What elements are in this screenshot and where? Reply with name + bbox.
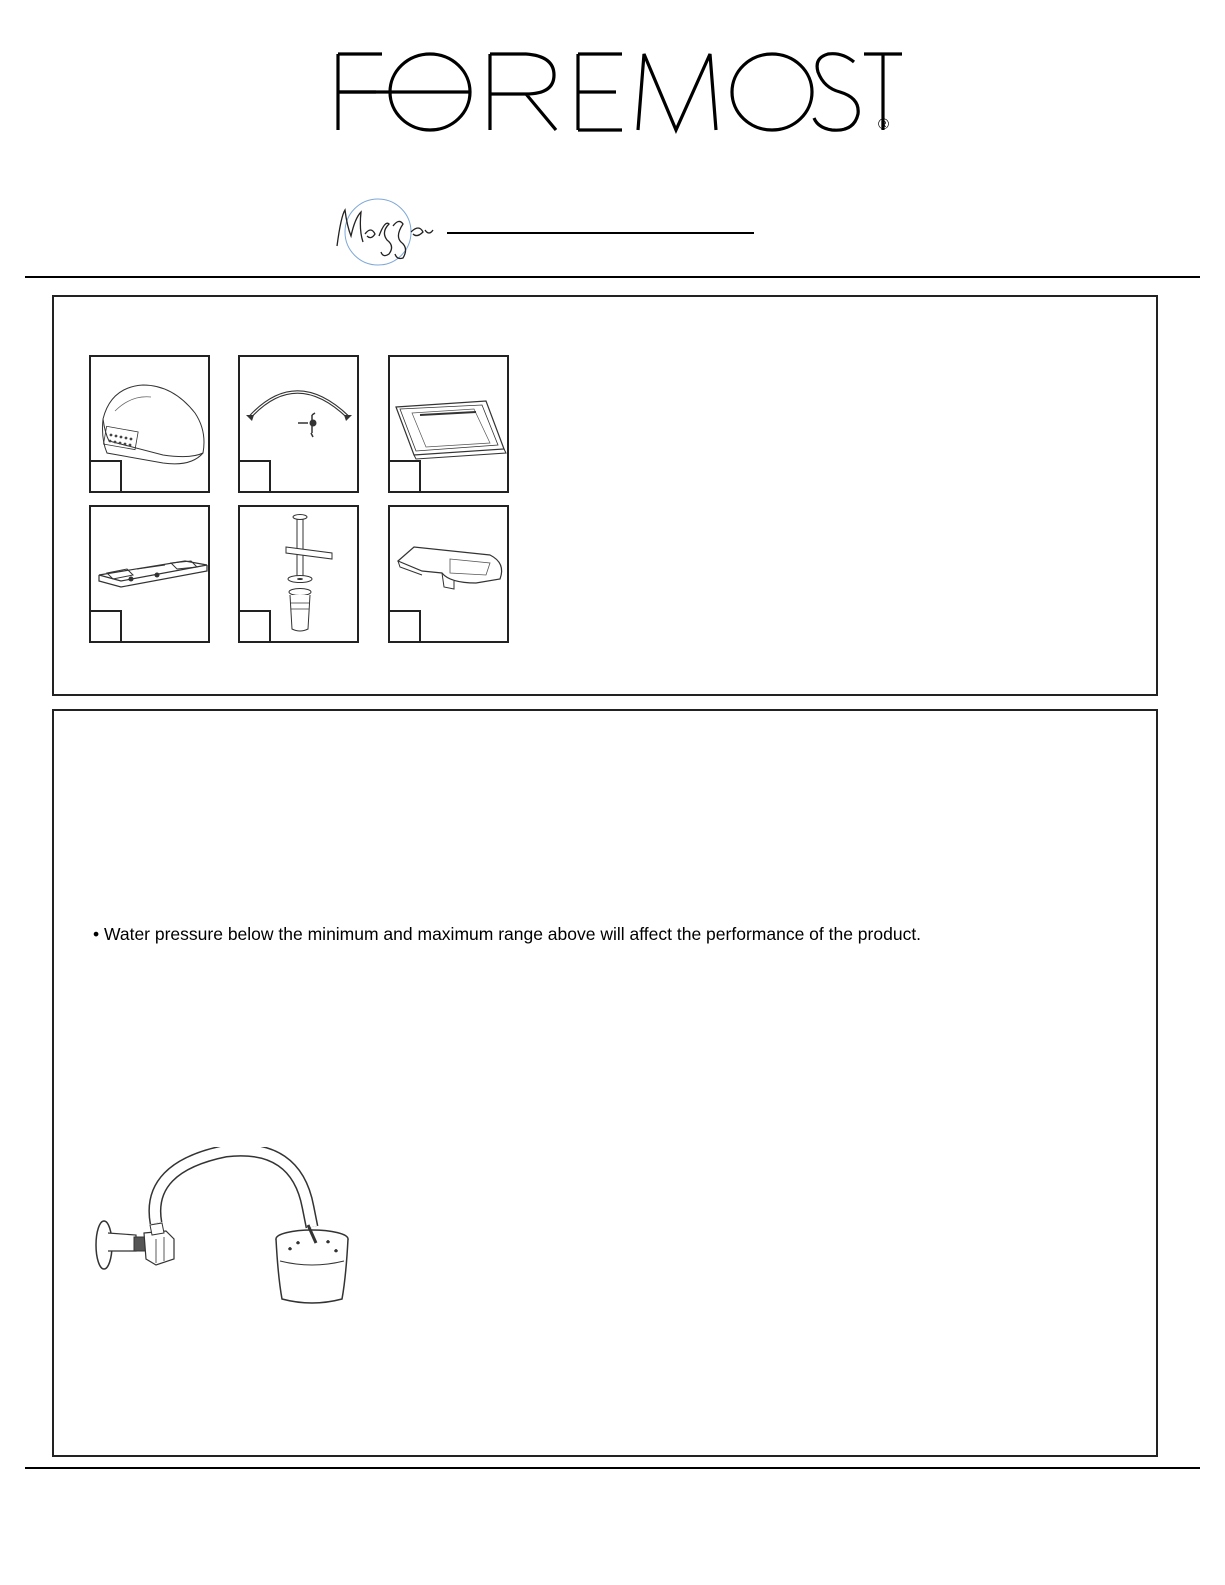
part-label-box — [238, 460, 271, 493]
foremost-wordmark — [330, 48, 910, 138]
water-pressure-note: • Water pressure below the minimum and maximum range above will affect the performance of the product. — [93, 924, 922, 944]
part-label-box — [238, 610, 271, 643]
part-anchor-bolt — [238, 505, 359, 643]
part-label-box — [388, 610, 421, 643]
header-rule — [25, 276, 1200, 278]
water-supply-panel — [52, 709, 1158, 1457]
flush-supply-line-icon — [86, 1147, 366, 1322]
part-label-box — [89, 610, 122, 643]
part-mounting-bracket — [89, 505, 210, 643]
parts-panel — [52, 295, 1158, 696]
part-supply-hose — [238, 355, 359, 493]
registered-mark: ® — [878, 116, 890, 133]
part-bracket-cover — [388, 505, 509, 643]
massa-underline — [447, 232, 754, 234]
part-bidet-seat — [89, 355, 210, 493]
massa-signature — [333, 196, 443, 268]
part-label-box — [89, 460, 122, 493]
part-label-box — [388, 460, 421, 493]
part-mounting-template — [388, 355, 509, 493]
footer-rule — [25, 1467, 1200, 1469]
flush-supply-illustration — [86, 1147, 366, 1322]
foremost-logo — [330, 48, 910, 138]
